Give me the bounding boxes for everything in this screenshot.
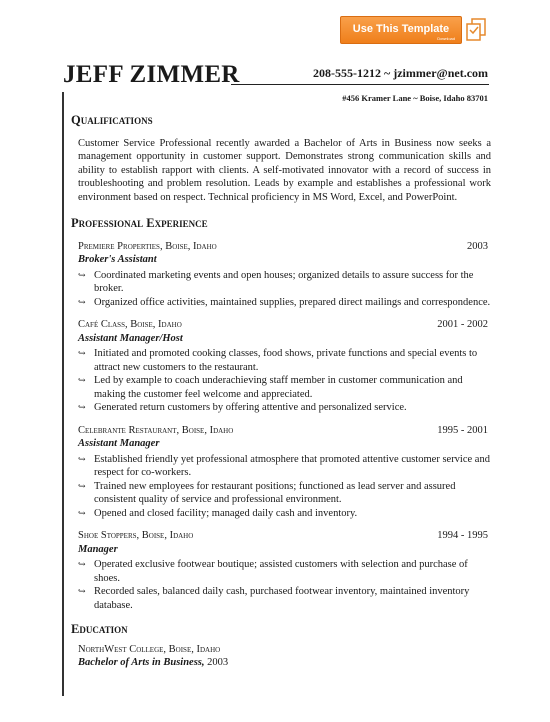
resume-name: JEFF ZIMMER [63, 61, 240, 88]
education-heading: Education [71, 622, 128, 636]
job-bullets [78, 347, 491, 415]
job-header [78, 529, 491, 543]
bullet-text: Operated exclusive footwear boutique; assisted customers with selection and purchase of shoes. [94, 559, 468, 584]
job-header [78, 318, 491, 332]
curved-arrow-icon: ↪ [78, 269, 86, 280]
bullet-text: Established friendly yet professional atmosphere that promoted attentive customer service and respect for co-workers. [94, 453, 490, 478]
left-rule [62, 92, 64, 696]
address-line: #456 Kramer Lane ~ Boise, Idaho 83701 [342, 93, 488, 103]
job-company: Café Class, Boise, Idaho [78, 319, 182, 330]
job-years: 2001 - 2002 [437, 319, 488, 330]
documents-icon[interactable] [465, 18, 487, 42]
qualifications-text: Customer Service Professional recently awarded a Bachelor of Arts in Business now seeks a management opportunity in customer support. Demonstrates strong communication skills and ability to establish rapport with clients. A self-motivated innovator with a record of success in troubleshooting and problem resolution. Leads by example and establishes a professional work environment based on respect. Technical proficiency in MS Word, Excel, and PowerPoint. [78, 137, 491, 203]
curved-arrow-icon: ↪ [78, 559, 86, 569]
job-role: Broker's Assistant [78, 254, 157, 265]
bullet-item [78, 347, 491, 374]
job-bullets [78, 269, 491, 310]
job-entry [78, 424, 491, 521]
job-years: 1995 - 2001 [437, 424, 488, 436]
curved-arrow-icon: ↪ [78, 296, 86, 307]
bullet-text: Generated return customers by offering attentive and personalized service. [94, 402, 407, 413]
job-header [78, 240, 491, 254]
job-header [78, 424, 491, 438]
bullet-item [78, 480, 491, 507]
contact-line: 208-555-1212 ~ jzimmer@net.com [313, 66, 489, 80]
bullet-item [78, 585, 491, 612]
bullet-text: Opened and closed facility; managed daily cash and inventory. [94, 507, 358, 519]
bullet-item [78, 374, 491, 401]
qualifications-heading: Qualifications [71, 113, 153, 127]
job-company: Celebrante Restaurant, Boise, Idaho [78, 424, 234, 436]
resume-body [71, 114, 491, 670]
degree-year: 2003 [207, 657, 229, 668]
degree-line [78, 656, 491, 670]
bullet-text: Coordinated marketing events and open houses; organized details to assure success for the broker. [94, 269, 474, 294]
job-company: Shoe Stoppers, Boise, Idaho [78, 530, 194, 541]
job-entry [78, 318, 491, 415]
job-years: 1994 - 1995 [437, 530, 488, 541]
bullet-text: Initiated and promoted cooking classes, food shows, private functions and special events to attract new customers to the restaurant. [94, 348, 478, 373]
use-template-sub: Download [437, 36, 455, 41]
curved-arrow-icon: ↪ [78, 375, 86, 385]
job-entry [78, 529, 491, 612]
job-bullets [78, 453, 491, 521]
bullet-item [78, 401, 491, 415]
bullet-item [78, 296, 491, 310]
bullet-item [78, 269, 491, 296]
job-role: Assistant Manager/Host [78, 332, 183, 344]
job-entry [78, 240, 491, 310]
header-divider [231, 84, 489, 85]
curved-arrow-icon: ↪ [78, 453, 86, 464]
bullet-item [78, 507, 491, 521]
degree-name: Bachelor of Arts in Business, [78, 657, 205, 668]
job-company: Premiere Properties, Boise, Idaho [78, 240, 217, 252]
curved-arrow-icon: ↪ [78, 402, 86, 412]
bullet-text: Recorded sales, balanced daily cash, purchased footwear inventory, maintained inventory database. [94, 586, 470, 611]
curved-arrow-icon: ↪ [78, 480, 86, 491]
use-template-button[interactable] [340, 16, 462, 44]
curved-arrow-icon: ↪ [78, 348, 86, 358]
bullet-item [78, 453, 491, 480]
curved-arrow-icon: ↪ [78, 586, 86, 596]
bullet-text: Led by example to coach underachieving staff member in customer communication and making the customer feel welcome and appreciated. [94, 375, 463, 400]
job-role: Manager [78, 543, 118, 555]
use-template-label: Use This Template [352, 23, 450, 35]
bullet-text: Trained new employees for restaurant positions; functioned as lead server and assured consistent quality of service and professional environment. [94, 480, 456, 505]
job-list [71, 240, 491, 613]
job-bullets [78, 558, 491, 612]
school-name: NorthWest College, Boise, Idaho [78, 643, 221, 655]
education-entry [78, 643, 491, 670]
bullet-text: Organized office activities, maintained supplies, prepared direct mailings and correspondence. [94, 296, 491, 308]
experience-heading: Professional Experience [71, 216, 208, 230]
job-role: Assistant Manager [78, 438, 160, 449]
curved-arrow-icon: ↪ [78, 507, 86, 518]
bullet-item [78, 558, 491, 585]
job-years: 2003 [467, 240, 488, 252]
